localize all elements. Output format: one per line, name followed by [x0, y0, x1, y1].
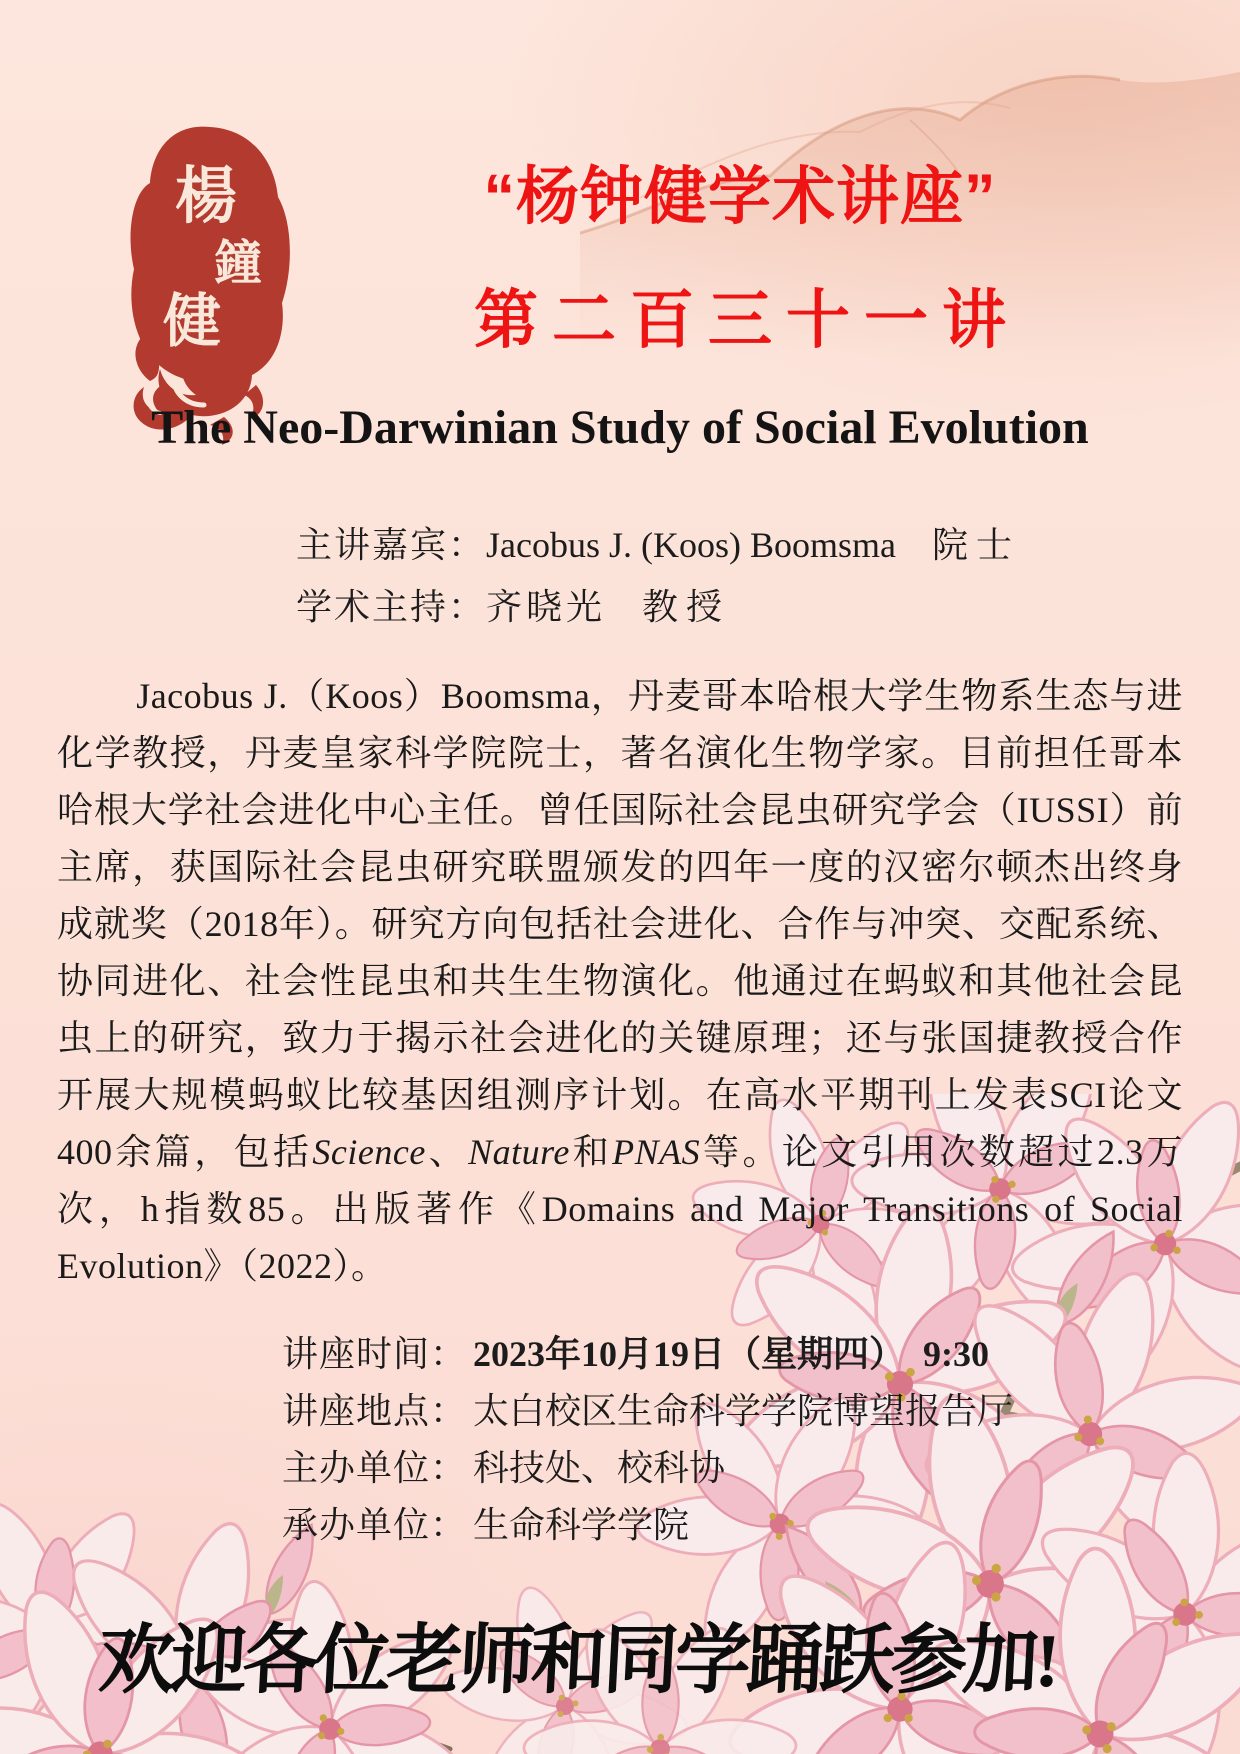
host-name: 齐晓光 — [486, 587, 607, 627]
lecture-english-title: The Neo-Darwinian Study of Social Evolution — [151, 401, 1089, 454]
host-line — [296, 576, 1020, 638]
detail-organizer — [282, 1440, 1013, 1497]
host-honorific: 教授 — [642, 587, 731, 627]
detail-location — [282, 1383, 1013, 1440]
seal-char-jian: 健 — [162, 289, 222, 354]
detail-undertaker-label: 承办单位： — [282, 1505, 468, 1545]
seal-char-yang: 楊 — [174, 163, 238, 231]
detail-location-label: 讲座地点： — [282, 1391, 468, 1431]
seal-char-zhong: 鐘 — [213, 237, 263, 290]
speaker-line — [296, 514, 1020, 576]
yang-zhongjian-seal-stamp — [106, 116, 321, 448]
speaker-name: Jacobus J. (Koos) Boomsma — [486, 525, 896, 565]
detail-time-label: 讲座时间： — [282, 1334, 468, 1374]
detail-location-value: 太白校区生命科学学院博望报告厅 — [473, 1391, 1014, 1431]
detail-undertaker — [282, 1497, 1013, 1554]
welcome-calligraphy: 欢迎各位老师和同学踊跃参加! — [96, 1619, 1059, 1703]
lecture-series-title: “杨钟健学术讲座” — [483, 162, 997, 232]
detail-organizer-value: 科技处、校科协 — [473, 1448, 726, 1488]
speaker-label: 主讲嘉宾： — [296, 525, 487, 565]
lecture-details — [282, 1326, 1013, 1554]
speaker-biography: Jacobus J.（Koos）Boomsma，丹麦哥本哈根大学生物系生态与进化学教授，丹麦皇家科学院院士，著名演化生物学家。目前担任哥本哈根大学社会进化中心主任。曾任国际社会昆虫研究学会（IUSSI）前主席，获国际社会昆虫研究联盟颁发的四年一度的汉密尔顿杰出终身成就奖（2018年）。研究方向包括社会进化、合作与冲突、交配系统、协同进化、社会性昆虫和共生生物演化。他通过在蚂蚁和其他社会昆虫上的研究，致力于揭示社会进化的关键原理；还与张国捷教授合作开展大规模蚂蚁比较基因组测序计划。在高水平期刊上发表SCI论文400余篇，包括Science、Nature和PNAS等。论文引用次数超过2.3万次，h指数85。出版著作《Domains and Major Transitions of Social Evolution》（2022）。 — [57, 676, 1183, 1286]
speaker-honorific: 院士 — [932, 525, 1021, 565]
detail-undertaker-value: 生命科学学院 — [473, 1505, 690, 1545]
detail-time-value: 2023年10月19日（星期四） 9:30 — [473, 1334, 990, 1374]
detail-organizer-label: 主办单位： — [282, 1448, 468, 1488]
speaker-host-block — [296, 514, 1020, 638]
host-label: 学术主持： — [296, 587, 487, 627]
poster-header — [330, 146, 1150, 361]
lecture-number-title: 第二百三十一讲 — [474, 284, 1020, 356]
detail-time — [282, 1326, 1013, 1383]
